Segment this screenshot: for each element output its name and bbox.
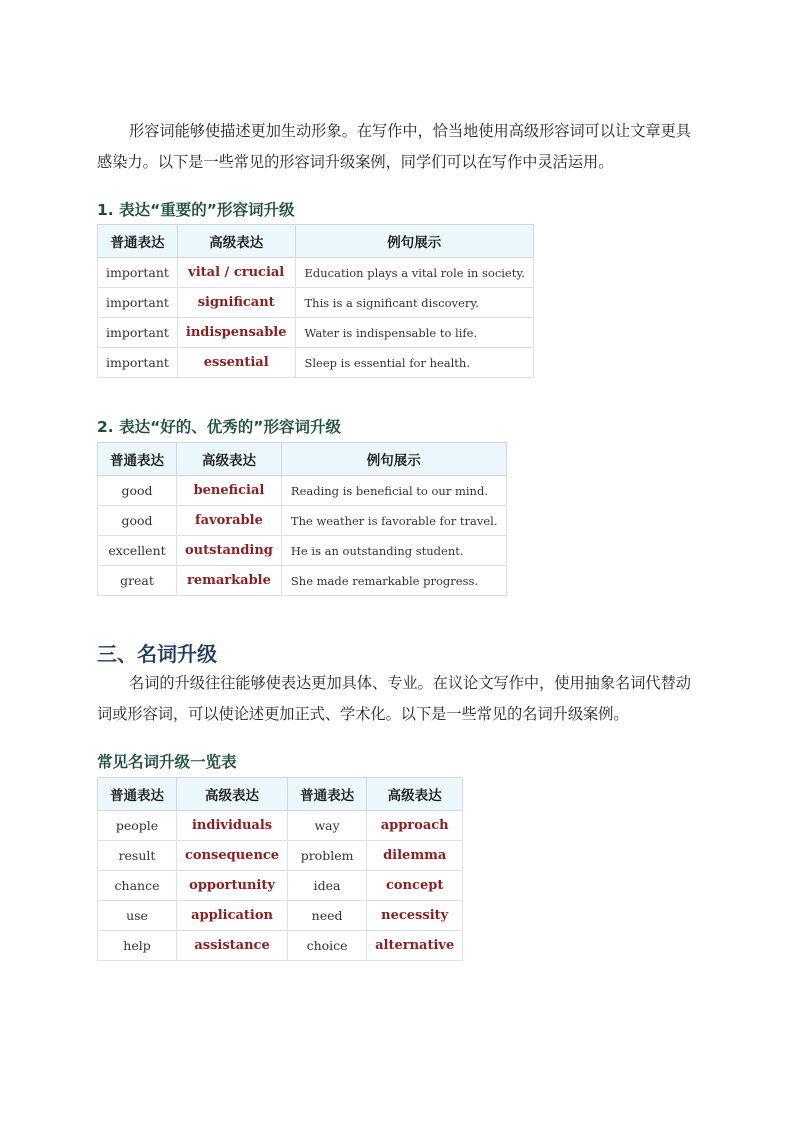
normal-word: idea bbox=[288, 871, 367, 901]
table-header-row bbox=[98, 443, 507, 476]
header-advanced: 高级表达 bbox=[177, 443, 282, 476]
normal-word: important bbox=[98, 288, 178, 318]
chapter3-paragraph: 名词的升级往往能够使表达更加具体、专业。在议论文写作中，使用抽象名词代替动词或形容词，可以使论述更加正式、学术化。以下是一些常见的名词升级案例。 bbox=[97, 674, 691, 723]
advanced-word: application bbox=[177, 901, 288, 931]
advanced-word: remarkable bbox=[177, 566, 282, 596]
advanced-word: approach bbox=[367, 811, 463, 841]
advanced-word: dilemma bbox=[367, 841, 463, 871]
header-example: 例句展示 bbox=[281, 443, 506, 476]
advanced-word: significant bbox=[177, 288, 295, 318]
chapter3-heading: 三、名词升级 bbox=[97, 642, 217, 666]
header-normal: 普通表达 bbox=[288, 778, 367, 811]
normal-word: need bbox=[288, 901, 367, 931]
good-adjective-table bbox=[97, 442, 507, 596]
normal-word: way bbox=[288, 811, 367, 841]
example-sentence: Water is indispensable to life. bbox=[295, 318, 534, 348]
noun-table-heading: 常见名词升级一览表 bbox=[97, 753, 237, 771]
header-advanced: 高级表达 bbox=[367, 778, 463, 811]
advanced-word: alternative bbox=[367, 931, 463, 961]
normal-word: important bbox=[98, 348, 178, 378]
table-row bbox=[98, 348, 534, 378]
normal-word: result bbox=[98, 841, 177, 871]
normal-word: great bbox=[98, 566, 177, 596]
example-sentence: This is a significant discovery. bbox=[295, 288, 534, 318]
advanced-word: indispensable bbox=[177, 318, 295, 348]
advanced-word: outstanding bbox=[177, 536, 282, 566]
table-header-row bbox=[98, 225, 534, 258]
important-adjective-table bbox=[97, 224, 534, 378]
table-row bbox=[98, 506, 507, 536]
advanced-word: concept bbox=[367, 871, 463, 901]
example-sentence: He is an outstanding student. bbox=[281, 536, 506, 566]
normal-word: problem bbox=[288, 841, 367, 871]
header-example: 例句展示 bbox=[295, 225, 534, 258]
normal-word: important bbox=[98, 318, 178, 348]
intro-paragraph: 形容词能够使描述更加生动形象。在写作中，恰当地使用高级形容词可以让文章更具感染力。以下是一些常见的形容词升级案例，同学们可以在写作中灵活运用。 bbox=[97, 122, 691, 171]
section2-heading: 2. 表达“好的、优秀的”形容词升级 bbox=[97, 418, 341, 436]
normal-word: good bbox=[98, 476, 177, 506]
table-row bbox=[98, 536, 507, 566]
table-header-row bbox=[98, 778, 463, 811]
table-row bbox=[98, 566, 507, 596]
advanced-word: favorable bbox=[177, 506, 282, 536]
table-row bbox=[98, 318, 534, 348]
advanced-word: assistance bbox=[177, 931, 288, 961]
normal-word: important bbox=[98, 258, 178, 288]
table-row bbox=[98, 288, 534, 318]
advanced-word: essential bbox=[177, 348, 295, 378]
header-normal: 普通表达 bbox=[98, 225, 178, 258]
advanced-word: beneficial bbox=[177, 476, 282, 506]
header-advanced: 高级表达 bbox=[177, 778, 288, 811]
example-sentence: Sleep is essential for health. bbox=[295, 348, 534, 378]
table-row bbox=[98, 871, 463, 901]
table-row bbox=[98, 258, 534, 288]
advanced-word: individuals bbox=[177, 811, 288, 841]
header-normal: 普通表达 bbox=[98, 443, 177, 476]
header-advanced: 高级表达 bbox=[177, 225, 295, 258]
table-row bbox=[98, 901, 463, 931]
normal-word: chance bbox=[98, 871, 177, 901]
normal-word: help bbox=[98, 931, 177, 961]
table-row bbox=[98, 476, 507, 506]
normal-word: excellent bbox=[98, 536, 177, 566]
section1-heading: 1. 表达“重要的”形容词升级 bbox=[97, 201, 295, 219]
table-row bbox=[98, 811, 463, 841]
normal-word: good bbox=[98, 506, 177, 536]
normal-word: people bbox=[98, 811, 177, 841]
table-row bbox=[98, 841, 463, 871]
noun-upgrade-table bbox=[97, 777, 463, 961]
advanced-word: necessity bbox=[367, 901, 463, 931]
example-sentence: Reading is beneficial to our mind. bbox=[281, 476, 506, 506]
advanced-word: consequence bbox=[177, 841, 288, 871]
table-row bbox=[98, 931, 463, 961]
example-sentence: The weather is favorable for travel. bbox=[281, 506, 506, 536]
header-normal: 普通表达 bbox=[98, 778, 177, 811]
normal-word: choice bbox=[288, 931, 367, 961]
advanced-word: vital / crucial bbox=[177, 258, 295, 288]
normal-word: use bbox=[98, 901, 177, 931]
example-sentence: Education plays a vital role in society. bbox=[295, 258, 534, 288]
example-sentence: She made remarkable progress. bbox=[281, 566, 506, 596]
advanced-word: opportunity bbox=[177, 871, 288, 901]
